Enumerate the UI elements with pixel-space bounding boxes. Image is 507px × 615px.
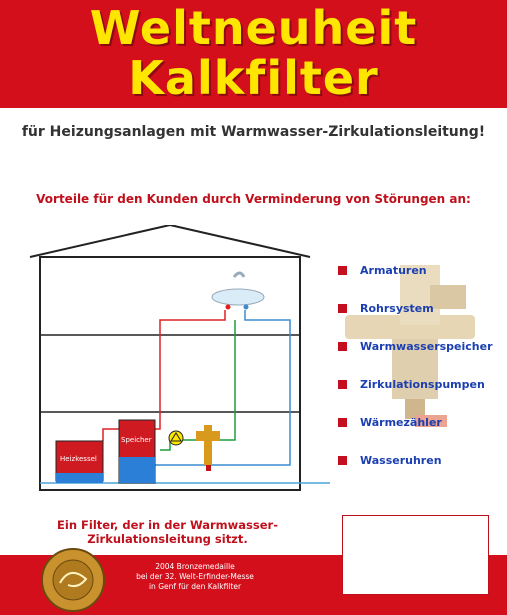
benefit-item: Wasseruhren xyxy=(338,452,442,468)
benefit-item: Rohrsystem xyxy=(338,300,434,316)
advantages-heading: Vorteile für den Kunden durch Verminderung von Störungen an: xyxy=(36,192,471,206)
bullet-square-icon xyxy=(338,304,347,313)
headline-line1: Weltneuheit xyxy=(89,1,418,55)
sink-icon xyxy=(212,273,264,310)
subtitle: für Heizungsanlagen mit Warmwasser-Zirkulationsleitung! xyxy=(21,124,486,140)
benefit-item: Warmwasserspeicher xyxy=(338,338,493,354)
bullet-square-icon xyxy=(338,342,347,351)
footer-text: Ein Filter, der in der Warmwasser-Zirkulationsleitung sitzt. xyxy=(57,518,278,546)
filter-valve-icon xyxy=(196,425,220,471)
blank-box xyxy=(342,515,489,595)
benefit-item: Zirkulationspumpen xyxy=(338,376,485,392)
award-line1: 2004 Bronzemedaille xyxy=(155,562,235,571)
header-banner xyxy=(0,0,507,108)
tank-label: Speicher xyxy=(121,436,152,444)
bullet-square-icon xyxy=(338,456,347,465)
heating-system-diagram xyxy=(0,225,507,515)
boiler-label: Heizkessel xyxy=(60,455,97,463)
boiler-icon xyxy=(56,441,103,483)
bullet-square-icon xyxy=(338,266,347,275)
storage-tank-icon xyxy=(119,420,155,483)
benefit-item: Wärmezähler xyxy=(338,414,442,430)
benefit-item: Armaturen xyxy=(338,262,427,278)
award-line3: in Genf für den Kalkfilter xyxy=(148,582,242,591)
award-text xyxy=(100,562,290,592)
bullet-square-icon xyxy=(338,418,347,427)
circulation-pipe xyxy=(160,320,235,450)
pump-icon xyxy=(169,431,183,445)
medal-icon xyxy=(40,547,106,613)
bullet-square-icon xyxy=(338,380,347,389)
award-line2: bei der 32. Welt-Erfinder-Messe xyxy=(136,572,254,581)
headline-line2: Kalkfilter xyxy=(128,51,379,105)
